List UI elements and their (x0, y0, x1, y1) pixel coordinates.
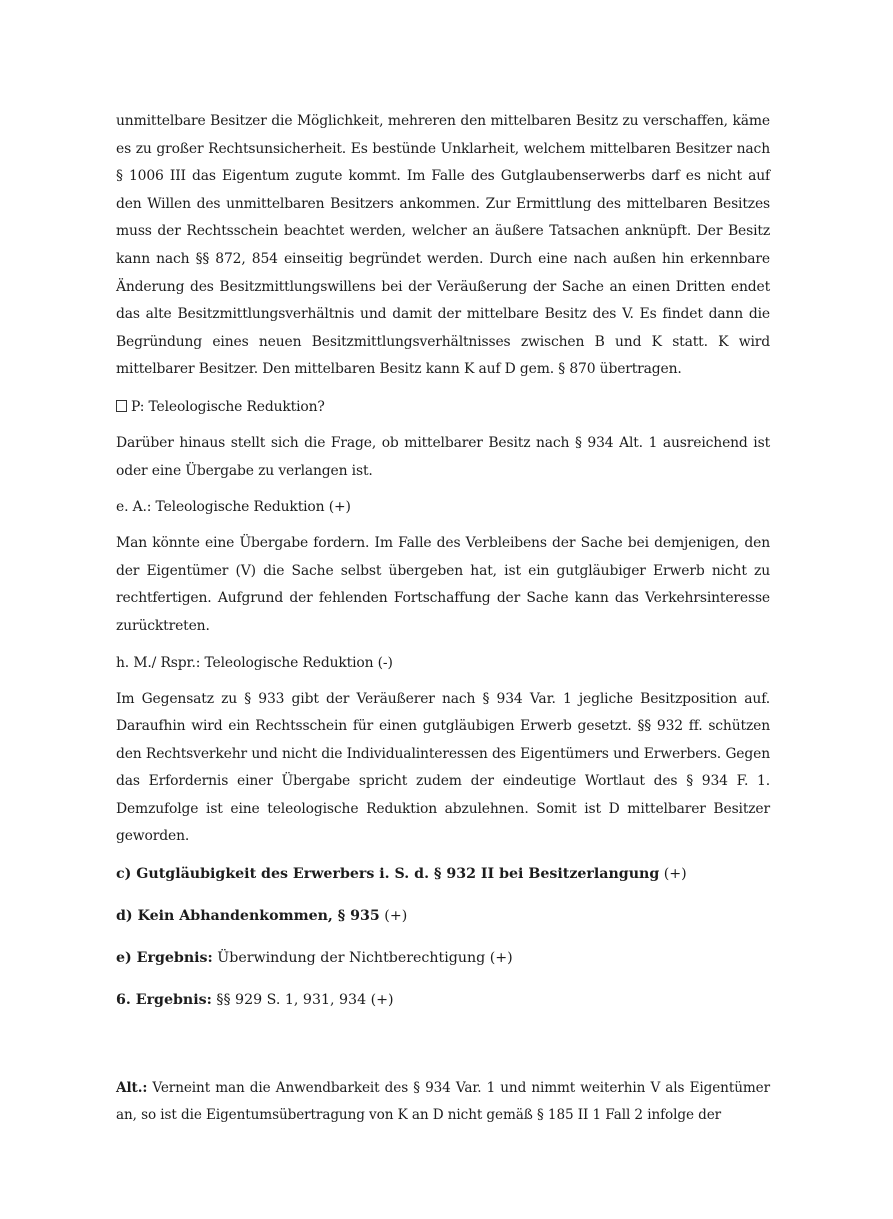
view-majority-heading: h. M./ Rspr.: Teleologische Reduktion (-) (116, 654, 393, 671)
heading-no-loss (116, 905, 770, 927)
paragraph-question: Darüber hinaus stellt sich die Frage, ob mittelbarer Besitz nach § 934 Alt. 1 ausreichend ist oder eine Übergabe zu verlangen ist. (116, 434, 770, 479)
heading-result-e (116, 947, 770, 969)
problem-heading-text: P: Teleologische Reduktion? (131, 398, 325, 415)
paragraph-majority-view: Im Gegensatz zu § 933 gibt der Veräußerer nach § 934 Var. 1 jegliche Besitzposition auf. Daraufhin wird ein Rechtsschein für einen gutgläubigen Erwerb gesetzt. §§ 932 ff. schützen den Rechtsverkehr und nicht die Individualinteressen des Eigentümers und Erwerbers. Gegen das Erfordernis einer Übergabe spricht zudem der eindeutige Wortlaut des § 934 F. 1. Demzufolge ist eine teleologische Reduktion abzulehnen. Somit ist D mittelbarer Besitzer geworden. (116, 690, 770, 845)
heading-result-e-text: Überwindung der Nichtberechtigung (+) (212, 950, 513, 967)
heading-good-faith (116, 863, 770, 885)
alternative-label: Alt.: (116, 1080, 148, 1097)
alternative-text: Verneint man die Anwendbarkeit des § 934 Var. 1 und nimmt weiterhin V als Eigentümer an, so ist die Eigentumsübertragung von K an D nicht gemäß § 185 II 1 Fall 2 infolge der (116, 1080, 770, 1124)
view-minority-heading: e. A.: Teleologische Reduktion (+) (116, 499, 351, 516)
heading-result-6 (116, 989, 770, 1011)
document-page (116, 108, 770, 1129)
heading-no-loss-result: (+) (379, 908, 408, 925)
paragraph-mediate-possession: unmittelbare Besitzer die Möglichkeit, mehreren den mittelbaren Besitz zu verschaffen, käme es zu großer Rechtsunsicherheit. Es bestünde Unklarheit, welchem mittelbaren Besitzer nach § 1006 III das Eigentum zugute kommt. Im Falle des Gutglaubenserwerbs darf es nicht auf den Willen des unmittelbaren Besitzers ankommen. Zur Ermittlung des mittelbaren Besitzes muss der Rechtsschein beachtet werden, welcher an äußere Tatsachen anknüpft. Der Besitz kann nach §§ 872, 854 einseitig begründet werden. Durch eine nach außen hin erkennbare Änderung des Besitzmittlungswillens bei der Veräußerung der Sache an einen Dritten endet das alte Besitzmittlungsverhältnis und damit der mittelbare Besitz des V. Es findet dann die Begründung eines neuen Besitzmittlungsverhältnisses zwischen B und K statt. K wird mittelbarer Besitzer. Den mittelbaren Besitz kann K auf D gem. § 870 übertragen. (116, 113, 770, 378)
heading-no-loss-bold: d) Kein Abhandenkommen, § 935 (116, 908, 380, 925)
missing-glyph-icon (116, 400, 127, 412)
problem-heading (116, 396, 770, 418)
heading-result-e-bold: e) Ergebnis: (116, 950, 213, 967)
heading-result-6-text: §§ 929 S. 1, 931, 934 (+) (211, 992, 394, 1009)
heading-good-faith-result: (+) (659, 866, 687, 883)
heading-result-6-bold: 6. Ergebnis: (116, 992, 212, 1009)
heading-good-faith-bold: c) Gutgläubigkeit des Erwerbers i. S. d. § 932 II bei Besitzerlangung (116, 866, 660, 883)
paragraph-minority-view: Man könnte eine Übergabe fordern. Im Falle des Verbleibens der Sache bei demjenigen, den der Eigentümer (V) die Sache selbst übergeben hat, ist ein gutgläubiger Erwerb nicht zu rechtfertigen. Aufgrund der fehlenden Fortschaffung der Sache kann das Verkehrsinteresse zurücktreten. (116, 535, 770, 634)
paragraph-alternative (116, 1075, 770, 1129)
